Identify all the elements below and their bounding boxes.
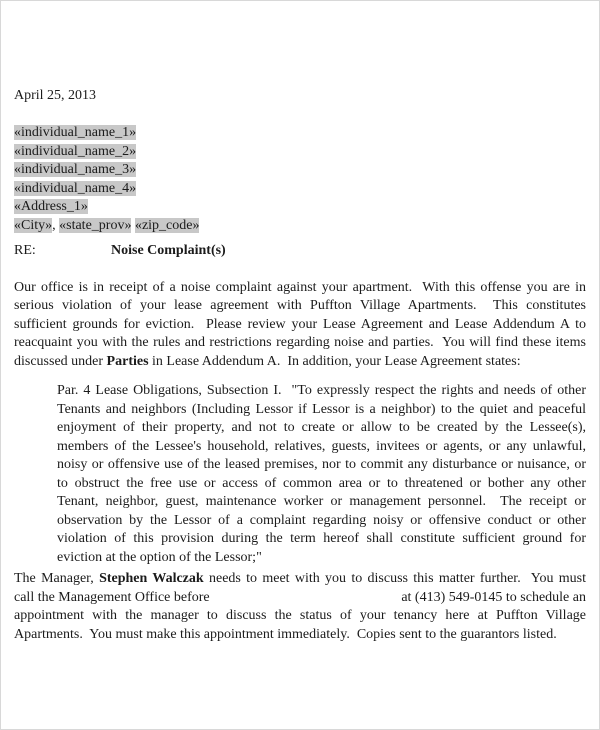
quote-line: observation by the Lessor of a complaint regarding noisy or offensive conduct or other	[57, 512, 586, 528]
quote-line: members of the Lessee's household, relatives, guests, invitees or agents, or any unlawful,	[57, 438, 586, 454]
address-line	[14, 180, 586, 199]
re-line	[14, 242, 586, 261]
paragraph-line: Our office is in receipt of a noise complaint against your apartment. With this offense you are in	[14, 279, 586, 295]
address-line	[14, 161, 586, 180]
quote-line: violation of this provision during the term hereof shall constitute sufficient ground for	[57, 531, 586, 546]
paragraph-line	[14, 570, 586, 589]
paragraph-line: Apartments. You must make this appointment immediately. Copies sent to the guarantors listed.	[14, 626, 557, 642]
merge-field-state-prov: «state_prov»	[59, 217, 132, 233]
quote-line: noisy or offensive use of the leased premises, nor to commit any disturbance or nuisance, or	[57, 457, 586, 472]
paragraph-line: appointment with the manager to discuss the status of your tenancy here at Puffton Village	[14, 608, 586, 623]
merge-field-individual-name-3: «individual_name_3»	[14, 162, 137, 177]
merge-field-individual-name-1: «individual_name_1»	[14, 125, 137, 140]
merge-field-zip-code: «zip_code»	[134, 217, 200, 233]
re-label: RE:	[14, 243, 36, 258]
quote-line: to obstruct the free use or access of common area or to threatened or bother any other	[57, 475, 586, 491]
recipient-address-block	[14, 124, 586, 235]
text-segment: The Manager,	[14, 571, 100, 586]
quote-line: eviction at the option of the Lessor;"	[57, 549, 262, 565]
merge-field-individual-name-4: «individual_name_4»	[14, 180, 137, 196]
text-segment: at (413) 549-0145 to schedule an	[401, 589, 586, 605]
bold-text-parties: Parties	[106, 353, 149, 369]
paragraph-line: sufficient grounds for eviction. Please review your Lease Agreement and Lease Addendum A to	[14, 316, 586, 332]
lease-quote-block	[57, 382, 586, 567]
merge-field-city: «City»	[14, 217, 53, 233]
quote-line: Tenant, neighbor, guest, maintenance worker or management personnel. The receipt or	[57, 494, 586, 509]
city-separator: ,	[52, 217, 60, 233]
text-segment: in Lease Addendum A. In addition, your Lease Agreement states:	[148, 353, 521, 369]
paragraph-line: serious violation of your lease agreement with Puffton Village Apartments. This constitutes	[14, 298, 586, 313]
address-line-city-state-zip	[14, 217, 586, 236]
text-segment: discussed under	[14, 353, 107, 369]
address-line	[14, 198, 586, 217]
text-segment: call the Management Office before	[14, 589, 210, 605]
re-subject: Noise Complaint(s)	[111, 243, 226, 258]
body-paragraph-2	[14, 570, 586, 644]
quote-line: Par. 4 Lease Obligations, Subsection I. "To expressly respect the rights and needs of other	[57, 383, 586, 398]
merge-field-individual-name-2: «individual_name_2»	[14, 143, 137, 159]
paragraph-line: reacquaint you with the rules and restrictions regarding noise and parties. You will find these items	[14, 335, 586, 350]
paragraph-line-with-blank-field	[14, 589, 586, 608]
merge-field-address-1: «Address_1»	[14, 199, 88, 214]
paragraph-line	[14, 353, 586, 372]
blank-merge-field-gap	[210, 589, 402, 608]
address-line	[14, 143, 586, 162]
address-line	[14, 124, 586, 143]
quote-line: Tenants and neighbors (Including Lessor if Lessor is a neighbor) to the quiet and peaceful	[57, 401, 586, 417]
body-paragraph-1	[14, 279, 586, 372]
text-segment: needs to meet with you to discuss this matter further. You must	[203, 571, 587, 586]
letter-date: April 25, 2013	[14, 88, 97, 103]
bold-text-manager-name: Stephen Walczak	[99, 571, 204, 586]
quote-line: enjoyment of their property, and not to create or allow to be created by the Lessee(s),	[57, 420, 586, 435]
